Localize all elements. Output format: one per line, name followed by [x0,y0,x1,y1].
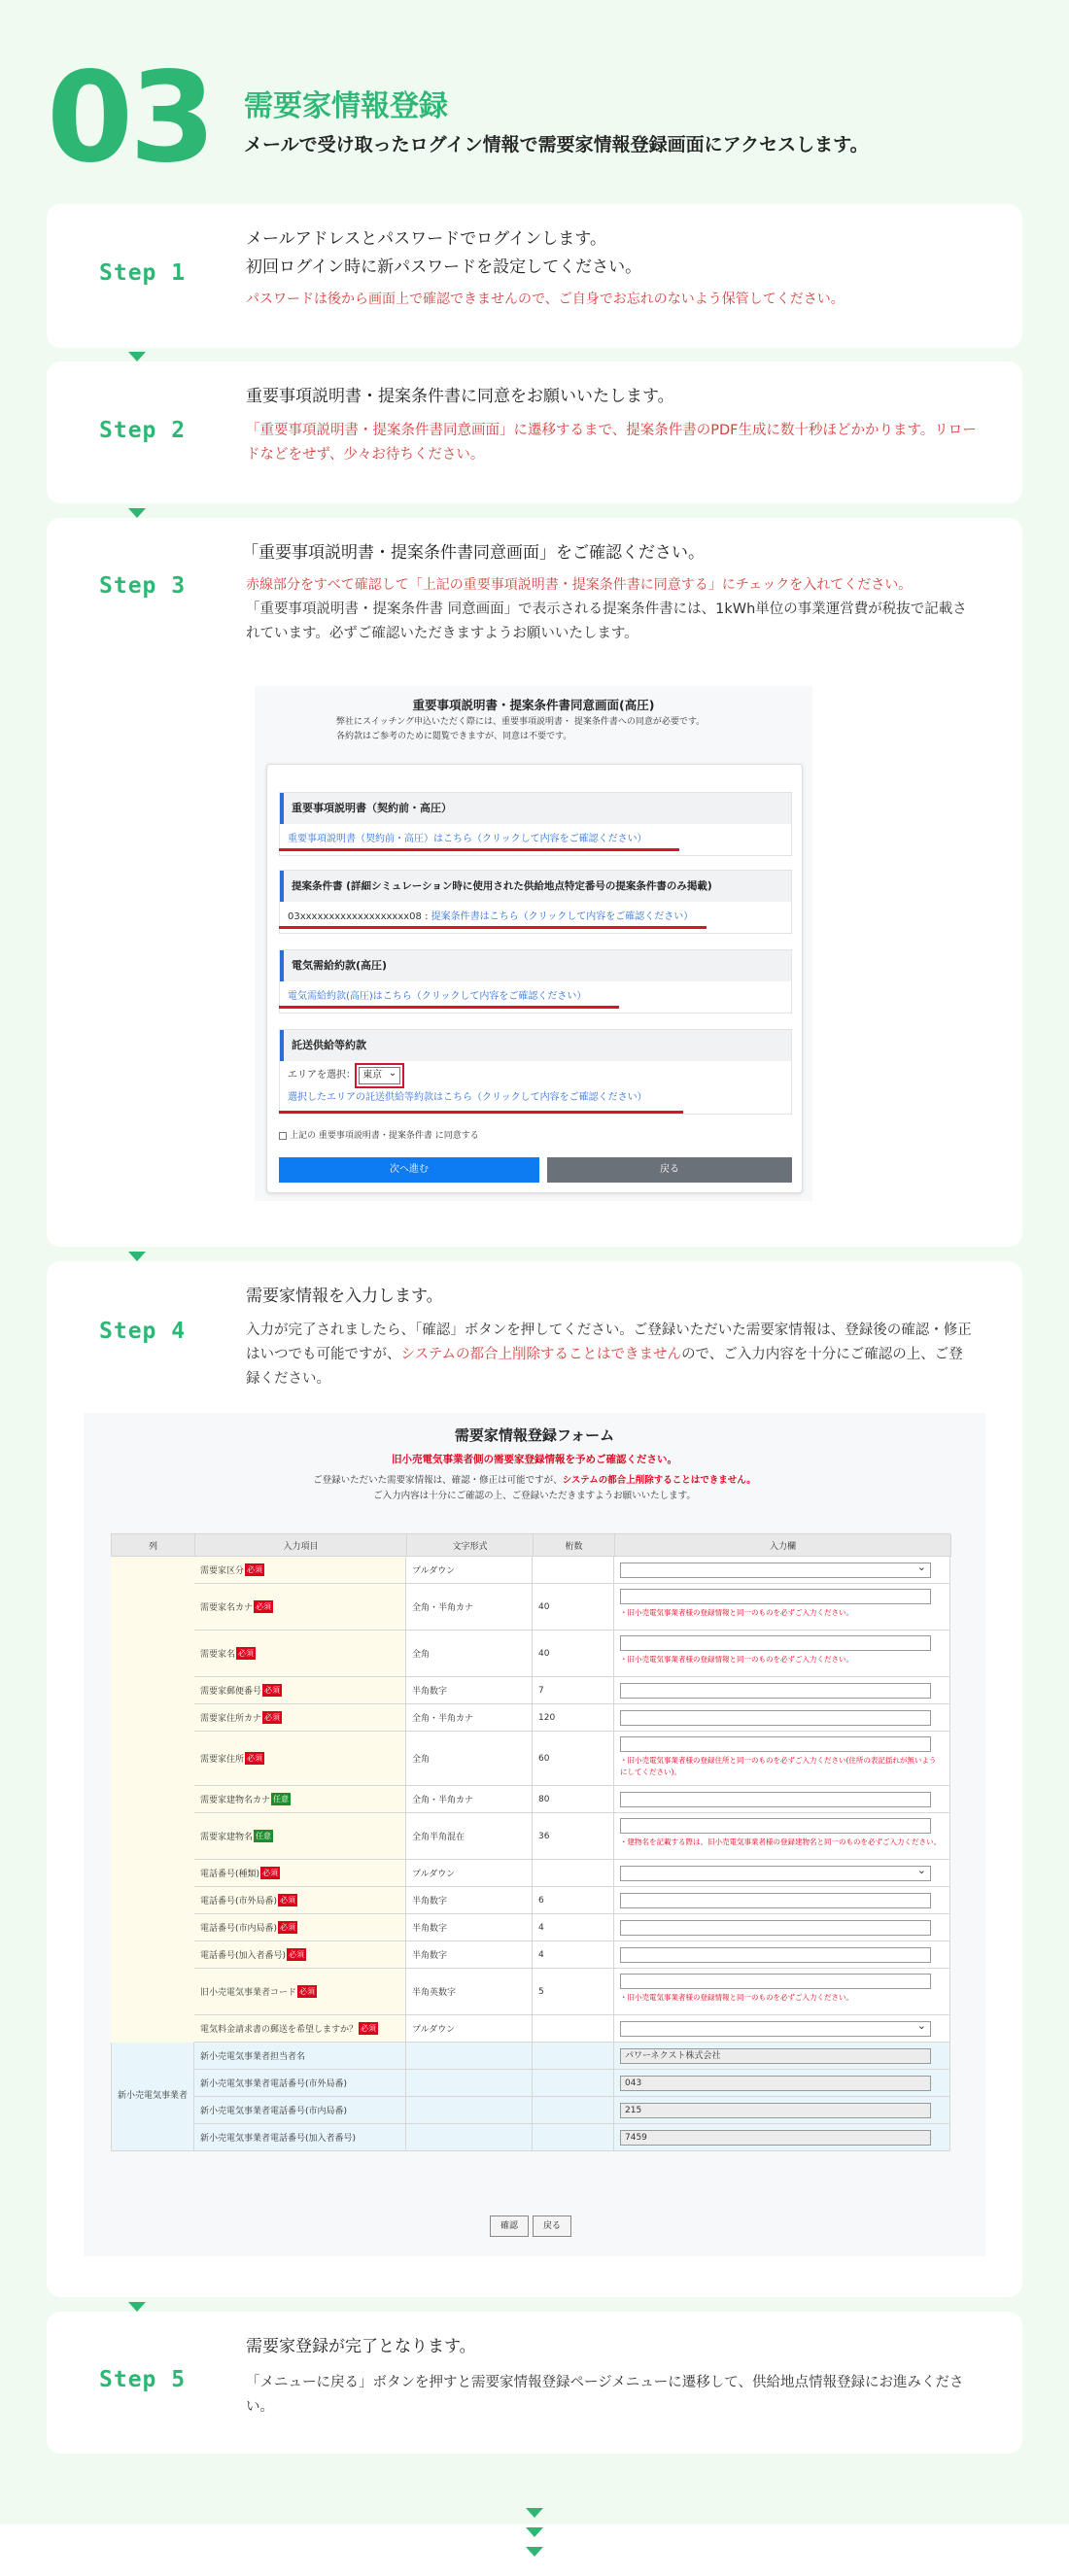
confirm-button[interactable]: 確認 [490,2215,529,2237]
optional-badge: 任意 [256,1832,272,1840]
agreement-section-1: 重要事項説明書（契約前・高圧） 重要事項説明書（契約前・高圧）はこちら（クリックして内容をご確認ください） [279,792,792,856]
group-retailer: 新小売電気事業者 [111,2043,194,2151]
step-arrow-icon [128,508,146,518]
step-3-note: 「重要事項説明書・提案条件書 同意画面」で表示される提案条件書には、1kWh単位の事業運営費が税抜で記載されています。必ずご確認いただきますようお願いいたします。 [246,601,967,641]
agreement-link-2[interactable]: 提案条件書はこちら（クリックして内容をご確認ください） [431,911,694,922]
step-arrow-icon [128,1252,146,1261]
step-2-card [47,361,1022,503]
form-warning: 旧小売電気事業者側の需要家登録情報を予めご確認ください。 [392,1454,677,1465]
required-badge: 必須 [289,1950,305,1959]
table-row: 新小売電気事業者電話番号(市内局番) 215 [111,2097,950,2124]
down-arrow-icon [526,2547,543,2557]
form-title: 需要家情報登録フォーム [454,1426,615,1444]
readonly-field: 043 [620,2076,931,2091]
step-1-text: メールアドレスとパスワードでログインします。 初回ログイン時に新パスワードを設定してください。 パスワードは後から画面上で確認できませんので、ご自身でお忘れのないよう保管してください。 [246,227,977,312]
table-header-row: 列 入力項目 文字形式 桁数 入力欄 [111,1533,950,1557]
step-4-text: 需要家情報を入力します。 入力が完了されましたら、「確認」ボタンを押してください。ご登録いただいた需要家情報は、登録後の確認・修正はいつでも可能ですが、システムの都合上削除することはできませんので、ご入力内容を十分にご確認の上、ご登録ください。 [246,1287,972,1387]
table-row: 需要家建物名カナ 任意 全角・半角カナ 80 [111,1786,950,1813]
form-input[interactable] [620,1589,931,1604]
required-badge: 必須 [247,1565,263,1574]
required-badge: 必須 [262,1869,279,1877]
table-row: 電気料金請求書の郵送を希望しますか？ 必須 プルダウン ⌄ [111,2015,950,2043]
step-arrow-icon [128,352,146,361]
field-note: ・旧小売電気事業者様の登録情報と同一のものを必ずご入力ください。 [620,1655,853,1664]
table-row: 電話番号(市内局番) 必須 半角数字 4 [111,1914,950,1941]
form-select[interactable] [620,2021,931,2037]
section-title: 需要家情報登録 [244,89,448,123]
step-3-text: 「重要事項説明書・提案条件書同意画面」をご確認ください。 赤線部分をすべて確認して「上記の重要事項説明書・提案条件書に同意する」にチェックを入れてください。 「重要事項説明書・提案条件書 同意画面」で表示される提案条件書には、1kWh単位の事業運営費が税抜で記載されています。必ずご確認いただきますようお願いいたします。 [246,541,977,646]
field-note: ・旧小売電気事業者様の登録情報と同一のものを必ずご入力ください。 [620,1993,853,2002]
step-5-label: Step 5 [99,2367,187,2392]
step-2-text: 重要事項説明書・提案条件書に同意をお願いいたします。 「重要事項説明書・提案条件書同意画面」に遷移するまで、提案条件書のPDF生成に数十秒ほどかかります。リロードなどをせず、少々お待ちください。 [246,385,977,467]
red-underline [279,926,707,929]
table-row: 需要家名 必須 全角 40 ・旧小売電気事業者様の登録情報と同一のものを必ずご入力ください。 [111,1631,950,1677]
form-input[interactable] [620,1683,931,1699]
next-button[interactable]: 次へ進む [279,1157,539,1183]
agreement-section-3: 電気需給約款(高圧) 電気需給約款(高圧)はこちら（クリックして内容をご確認ください） [279,949,792,1013]
form-input[interactable] [620,1818,931,1834]
chevron-down-icon: ⌄ [388,1068,397,1079]
table-row: 旧小売電気事業者コード 必須 半角英数字 5 ・旧小売電気事業者様の登録情報と同一のものを必ずご入力ください。 [111,1969,950,2015]
registration-form [84,1413,985,2256]
table-row: 電話番号(市外局番) 必須 半角数字 6 [111,1887,950,1914]
required-badge: 必須 [247,1754,263,1763]
form-input[interactable] [620,1736,931,1752]
agreement-panel [266,764,803,1193]
agreement-screen [255,686,812,1201]
form-input[interactable] [620,1635,931,1651]
step-2-warning: 「重要事項説明書・提案条件書同意画面」に遷移するまで、提案条件書のPDF生成に数十秒ほどかかります。リロードなどをせず、少々お待ちください。 [246,423,977,463]
step-5-card [47,2312,1022,2454]
step-4-label: Step 4 [99,1319,187,1344]
agreement-link-4[interactable]: 選択したエリアの託送供給等約款はこちら（クリックして内容をご確認ください） [288,1092,647,1103]
down-arrow-icon [526,2508,543,2518]
form-desc-2: ご入力内容は十分にご確認の上、ご登録いただきますようお願いいたします。 [373,1491,696,1501]
step-3-card [47,518,1022,1247]
section-header [47,46,1022,190]
agreement-link-1[interactable]: 重要事項説明書（契約前・高圧）はこちら（クリックして内容をご確認ください） [288,834,647,844]
checkbox-icon[interactable] [279,1132,287,1140]
table-row: 需要家住所 必須 全角 60 ・旧小売電気事業者様の登録住所と同一のものを必ずご入力ください(住所の表記揺れが無いようにしてください)。 [111,1732,950,1786]
red-underline [279,848,679,851]
readonly-field: 215 [620,2103,931,2118]
section-number: 03 [47,46,213,190]
table-row: 新小売電気事業者電話番号(加入者番号) 7459 [111,2124,950,2151]
required-badge: 必須 [264,1686,281,1695]
required-badge: 必須 [280,1923,296,1932]
table-row: 需要家建物名 任意 全角半角混在 36 ・建物名を記載する際は、旧小売電気事業者様の登録建物名と同一のものを必ずご入力ください。 [111,1813,950,1860]
table-row: 需要家名カナ 必須 全角・半角カナ 40 ・旧小売電気事業者様の登録情報と同一のものを必ずご入力ください。 [111,1584,950,1631]
required-badge: 必須 [256,1602,272,1611]
field-note: ・旧小売電気事業者様の登録情報と同一のものを必ずご入力ください。 [620,1608,853,1617]
agreement-link-3[interactable]: 電気需給約款(高圧)はこちら（クリックして内容をご確認ください） [288,991,587,1002]
table-row: 需要家住所カナ 必須 全角・半角カナ 120 [111,1704,950,1732]
required-badge: 必須 [238,1649,255,1658]
table-row: 電話番号(加入者番号) 必須 半角数字 4 [111,1941,950,1969]
step-arrow-icon [128,2302,146,2312]
readonly-field: パワーネクスト株式会社 [620,2048,931,2064]
table-row: 電話番号(種類) 必須 プルダウン ⌄ [111,1860,950,1887]
table-row: 新小売電気事業者担当者名 パワーネクスト株式会社 [111,2043,950,2070]
step-2-label: Step 2 [99,418,187,443]
form-desc-1: ご登録いただいた需要家情報は、確認・修正は可能ですが、システムの都合上削除することはできません。 [313,1475,756,1486]
agreement-section-2: 提案条件書 (詳細シミュレーション時に使用された供給地点特定番号の提案条件書のみ掲載) 03xxxxxxxxxxxxxxxxxxx08 : 提案条件書はこちら（クリックして内容をご確認ください） [279,870,792,934]
agree-checkbox[interactable]: 上記の 重要事項説明書・提案条件書 に同意する [279,1128,479,1141]
form-select[interactable] [620,1563,931,1578]
agreement-desc-1: 弊社にスイッチング申込いただく際には、重要事項説明書・ 提案条件書への同意が必要です。 [336,717,706,727]
agreement-section-4: 託送供給等約款 エリアを選択： 東京 ⌄ 選択したエリアの託送供給等約款はこちら（クリックして内容をご確認ください） [279,1029,792,1115]
readonly-field: 7459 [620,2130,931,2146]
form-input[interactable] [620,1710,931,1726]
required-badge: 必須 [299,1987,316,1996]
area-select[interactable]: 東京 ⌄ [359,1067,400,1084]
required-badge: 必須 [361,2024,377,2033]
step-3-label: Step 3 [99,573,187,599]
step-4-card [47,1261,1022,2297]
field-note: ・旧小売電気事業者様の登録住所と同一のものを必ずご入力ください(住所の表記揺れが無いようにしてください)。 [620,1756,937,1776]
step-3-warning: 赤線部分をすべて確認して「上記の重要事項説明書・提案条件書に同意する」にチェックを入れてください。 [246,577,913,593]
step-1-label: Step 1 [99,260,187,286]
table-row: 需要家区分 必須 プルダウン ⌄ [111,1557,950,1584]
field-note: ・建物名を記載する際は、旧小売電気事業者様の登録建物名と同一のものを必ずご入力ください。 [620,1838,941,1846]
form-input[interactable] [620,1792,931,1807]
step-1-card [47,204,1022,348]
form-input[interactable] [620,1974,931,1989]
table-row: 需要家郵便番号 必須 半角数字 7 [111,1677,950,1704]
form-back-button[interactable]: 戻る [533,2215,571,2237]
back-button[interactable]: 戻る [547,1157,792,1183]
form-input[interactable] [620,1893,931,1908]
red-underline [279,1111,683,1114]
step-1-warning: パスワードは後から画面上で確認できませんので、ご自身でお忘れのないよう保管してください。 [246,292,845,307]
table-row: 新小売電気事業者電話番号(市外局番) 043 [111,2070,950,2097]
section-subtitle: メールで受け取ったログイン情報で需要家情報登録画面にアクセスします。 [244,134,869,155]
down-arrow-icon [526,2527,543,2537]
form-select[interactable] [620,1866,931,1881]
step-5-text: 需要家登録が完了となります。 「メニューに戻る」ボタンを押すと需要家情報登録ページメニューに遷移して、供給地点情報登録にお進みください。 [246,2337,964,2415]
form-input[interactable] [620,1947,931,1963]
required-badge: 必須 [280,1896,296,1905]
optional-badge: 任意 [273,1795,290,1803]
required-badge: 必須 [264,1713,281,1722]
red-underline [279,1006,619,1009]
agreement-desc-2: 各約款はご参考のために閲覧できますが、同意は不要です。 [336,732,572,741]
form-input[interactable] [620,1920,931,1936]
agreement-title: 重要事項説明書・提案条件書同意画面(高圧) [412,698,655,712]
